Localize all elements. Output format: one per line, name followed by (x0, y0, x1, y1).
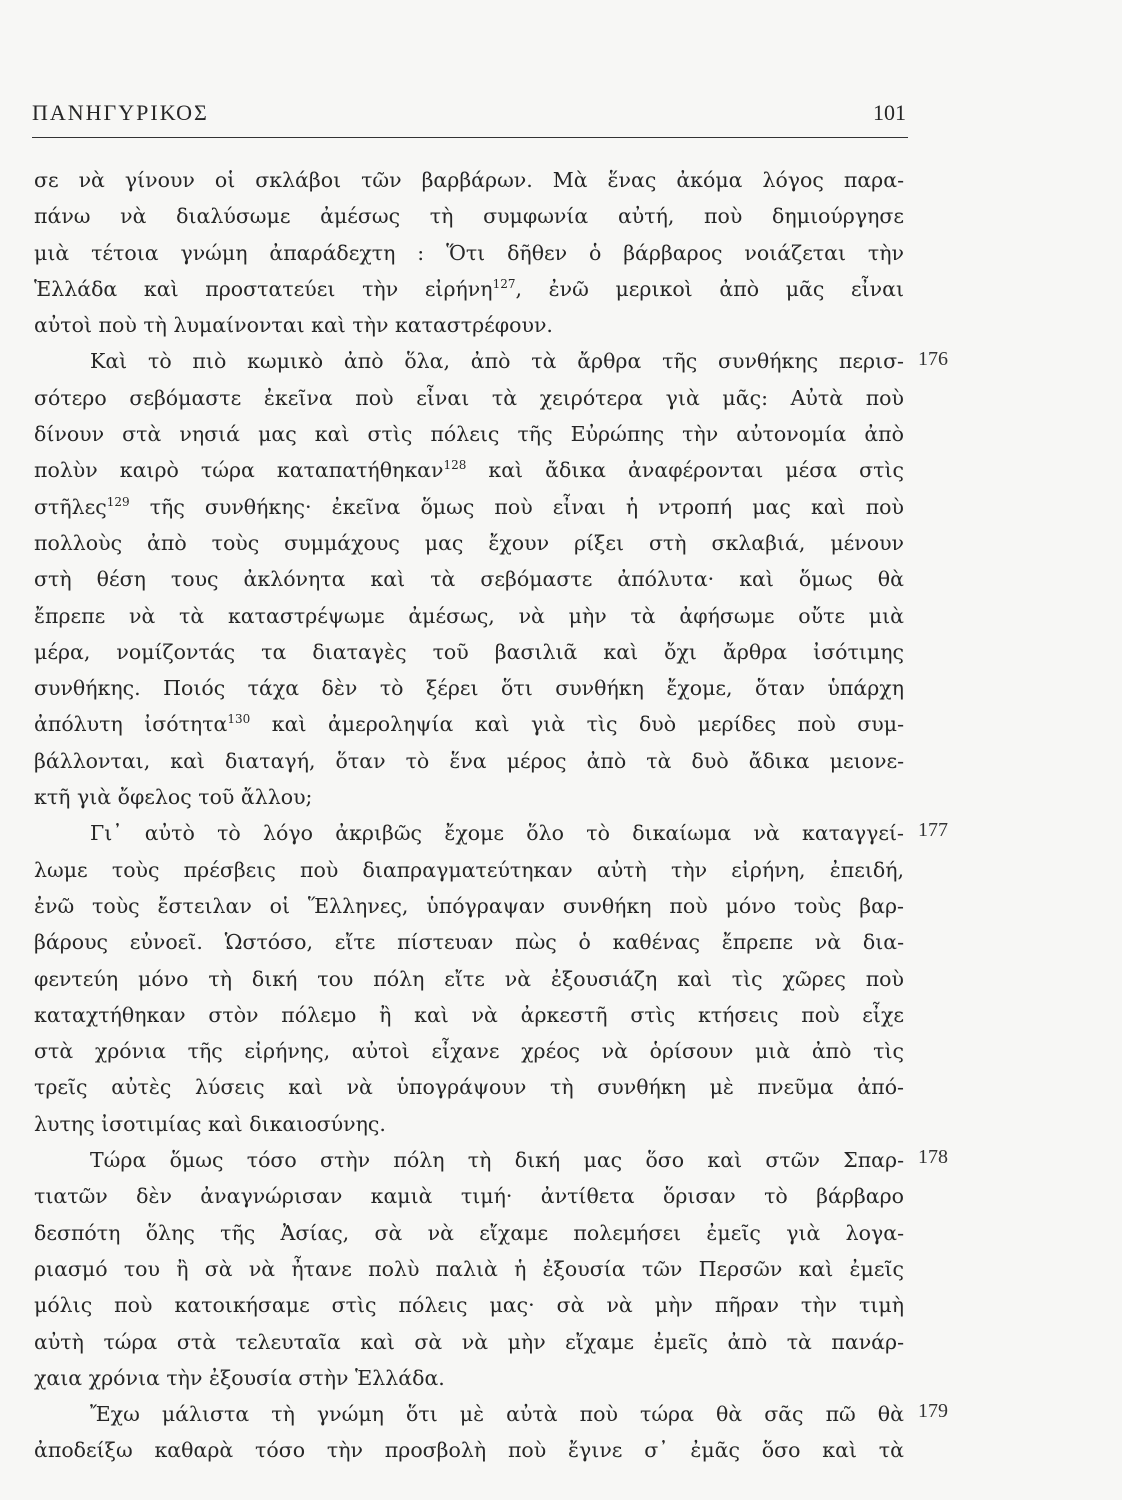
text-line (34, 852, 904, 888)
text-line (34, 598, 904, 634)
text-line (34, 1033, 904, 1069)
line-text: στὴ θέση τους ἀκλόνητα καὶ τὰ σεβόμαστε ἀπόλυτα· καὶ ὅμως θὰ (34, 567, 904, 592)
section-number: 178 (918, 1146, 948, 1169)
line-text: συνθήκης. Ποιός τάχα δὲν τὸ ξέρει ὅτι συνθήκη ἔχομε, ὅταν ὑπάρχη (34, 676, 904, 701)
line-text: σε νὰ γίνουν οἱ σκλάβοι τῶν βαρβάρων. Μὰ ἕνας ἀκόμα λόγος παρα- (34, 168, 904, 192)
running-title: ΠΑΝΗΓΥΡΙΚΟΣ (32, 100, 209, 125)
text-line (34, 307, 904, 343)
section-number: 177 (918, 819, 948, 842)
text-line (34, 888, 904, 924)
text-line (34, 634, 904, 670)
text-line (34, 1360, 904, 1396)
line-text: αὐτὴ τώρα στὰ τελευταῖα καὶ σὰ νὰ μὴν εἴχαμε ἐμεῖς ἀπὸ τὰ πανάρ- (34, 1329, 904, 1354)
text-line (34, 779, 904, 815)
line-text: πάνω νὰ διαλύσωμε ἀμέσως τὴ συμφωνία αὐτή, ποὺ δημιούργησε (34, 204, 904, 229)
text-line (34, 997, 904, 1033)
text-line (34, 1432, 904, 1468)
header-rule (32, 137, 908, 138)
text-line (34, 271, 904, 307)
text-line (34, 343, 904, 379)
text-line (34, 1069, 904, 1105)
footnote-marker: 127 (492, 276, 516, 291)
text-line (34, 380, 904, 416)
page-header (32, 100, 906, 132)
section-number: 176 (918, 347, 948, 370)
line-text: λυτης ἰσοτιμίας καὶ δικαιοσύνης. (34, 1111, 386, 1136)
text-line (34, 235, 904, 271)
section-number: 179 (918, 1400, 948, 1423)
text-line (34, 743, 904, 779)
text-line (34, 670, 904, 706)
footnote-marker: 130 (227, 712, 251, 727)
text-line (34, 162, 904, 198)
text-line (34, 1251, 904, 1287)
line-text: κτῆ γιὰ ὄφελος τοῦ ἄλλου; (34, 785, 313, 810)
line-text: τῆς συνθήκης· ἐκεῖνα ὅμως ποὺ εἶναι ἡ ντροπή μας καὶ ποὺ (129, 494, 904, 519)
line-text: δίνουν στὰ νησιά μας καὶ στὶς πόλεις τῆς Εὐρώπης τὴν αὐτονομία ἀπὸ (34, 422, 904, 447)
text-line (34, 525, 904, 561)
line-text: αὐτοὶ ποὺ τὴ λυμαίνονται καὶ τὴν καταστρέφουν. (34, 313, 553, 338)
line-text: λωμε τοὺς πρέσβεις ποὺ διαπραγματεύτηκαν αὐτὴ τὴν εἰρήνη, ἐπειδή, (34, 857, 904, 882)
line-text: δεσπότη ὅλης τῆς Ἀσίας, σὰ νὰ εἴχαμε πολεμήσει ἐμεῖς γιὰ λογα- (34, 1220, 904, 1245)
line-text: ριασμό του ἢ σὰ νὰ ἦτανε πολὺ παλιὰ ἡ ἐξουσία τῶν Περσῶν καὶ ἐμεῖς (34, 1256, 904, 1281)
text-line (34, 961, 904, 997)
line-text: Γι᾽ αὐτὸ τὸ λόγο ἀκριβῶς ἔχομε ὅλο τὸ δικαίωμα νὰ καταγγεί- (90, 821, 904, 846)
line-text: μέρα, νομίζοντάς τα διαταγὲς τοῦ βασιλιᾶ καὶ ὄχι ἄρθρα ἰσότιμης (34, 639, 904, 664)
line-text: Καὶ τὸ πιὸ κωμικὸ ἀπὸ ὅλα, ἀπὸ τὰ ἄρθρα τῆς συνθήκης περισ- (90, 349, 904, 374)
text-line (34, 198, 904, 234)
line-text: ἐνῶ τοὺς ἔστειλαν οἱ Ἕλληνες, ὑπόγραψαν συνθήκη ποὺ μόνο τοὺς βαρ- (34, 893, 904, 918)
text-line (34, 1178, 904, 1214)
text-line (34, 1106, 904, 1142)
line-text: μόλις ποὺ κατοικήσαμε στὶς πόλεις μας· σὰ νὰ μὴν πῆραν τὴν τιμὴ (34, 1293, 904, 1318)
line-text: σότερο σεβόμαστε ἐκεῖνα ποὺ εἶναι τὰ χειρότερα γιὰ μᾶς: Αὐτὰ ποὺ (34, 385, 904, 410)
text-line (34, 815, 904, 851)
footnote-marker: 128 (443, 458, 467, 473)
text-line (34, 1287, 904, 1323)
line-text: , ἐνῶ μερικοὶ ἀπὸ μᾶς εἶναι (515, 276, 905, 301)
line-text: βάρους εὐνοεῖ. Ὡστόσο, εἴτε πίστευαν πὼς ὁ καθένας ἔπρεπε νὰ δια- (34, 930, 904, 955)
line-text: ἔπρεπε νὰ τὰ καταστρέψωμε ἀμέσως, νὰ μὴν τὰ ἀφήσωμε οὔτε μιὰ (34, 603, 904, 628)
text-line (34, 416, 904, 452)
line-text: μιὰ τέτοια γνώμη ἀπαράδεχτη : Ὅτι δῆθεν ὁ βάρβαρος νοιάζεται τὴν (34, 240, 904, 265)
line-text: τιατῶν δὲν ἀναγνώρισαν καμιὰ τιμή· ἀντίθετα ὅρισαν τὸ βάρβαρο (34, 1184, 904, 1209)
line-text: στὰ χρόνια τῆς εἰρήνης, αὐτοὶ εἶχανε χρέος νὰ ὁρίσουν μιὰ ἀπὸ τὶς (34, 1039, 904, 1064)
footnote-marker: 129 (106, 494, 130, 509)
line-text: πολλοὺς ἀπὸ τοὺς συμμάχους μας ἔχουν ρίξει στὴ σκλαβιά, μένουν (34, 530, 904, 555)
line-text: ἀπόλυτη ἰσότητα (34, 712, 228, 737)
line-text: στῆλες (34, 494, 107, 519)
text-line (34, 489, 904, 525)
line-text: τρεῖς αὐτὲς λύσεις καὶ νὰ ὑπογράψουν τὴ συνθήκη μὲ πνεῦμα ἀπό- (34, 1075, 904, 1100)
text-line (34, 1324, 904, 1360)
line-text: πολὺν καιρὸ τώρα καταπατήθηκαν (34, 458, 444, 483)
line-text: καὶ ἀμεροληψία καὶ γιὰ τὶς δυὸ μερίδες ποὺ συμ- (250, 712, 905, 737)
text-line (34, 452, 904, 488)
line-text: Τώρα ὅμως τόσο στὴν πόλη τὴ δική μας ὅσο καὶ στῶν Σπαρ- (90, 1148, 904, 1173)
line-text: καὶ ἄδικα ἀναφέρονται μέσα στὶς (466, 458, 904, 483)
line-text: βάλλονται, καὶ διαταγή, ὅταν τὸ ἕνα μέρος ἀπὸ τὰ δυὸ ἄδικα μειονε- (34, 748, 904, 773)
text-line (34, 1396, 904, 1432)
text-line (34, 561, 904, 597)
line-text: καταχτήθηκαν στὸν πόλεμο ἢ καὶ νὰ ἀρκεστῆ στὶς κτήσεις ποὺ εἶχε (34, 1002, 904, 1027)
text-line (34, 1142, 904, 1178)
line-text: φεντεύη μόνο τὴ δική του πόλη εἴτε νὰ ἐξουσιάζη καὶ τὶς χῶρες ποὺ (34, 966, 904, 991)
line-text: Ἔχω μάλιστα τὴ γνώμη ὅτι μὲ αὐτὰ ποὺ τώρα θὰ σᾶς πῶ θὰ (90, 1402, 904, 1427)
text-line (34, 924, 904, 960)
text-line (34, 706, 904, 742)
line-text: Ἑλλάδα καὶ προστατεύει τὴν εἰρήνη (34, 276, 493, 301)
line-text: ἀποδείξω καθαρὰ τόσο τὴν προσβολὴ ποὺ ἔγινε σ᾽ ἐμᾶς ὅσο καὶ τὰ (34, 1438, 904, 1463)
page-number: 101 (873, 100, 906, 125)
body-text (34, 162, 904, 1469)
line-text: χαια χρόνια τὴν ἐξουσία στὴν Ἑλλάδα. (34, 1365, 445, 1390)
text-line (34, 1215, 904, 1251)
